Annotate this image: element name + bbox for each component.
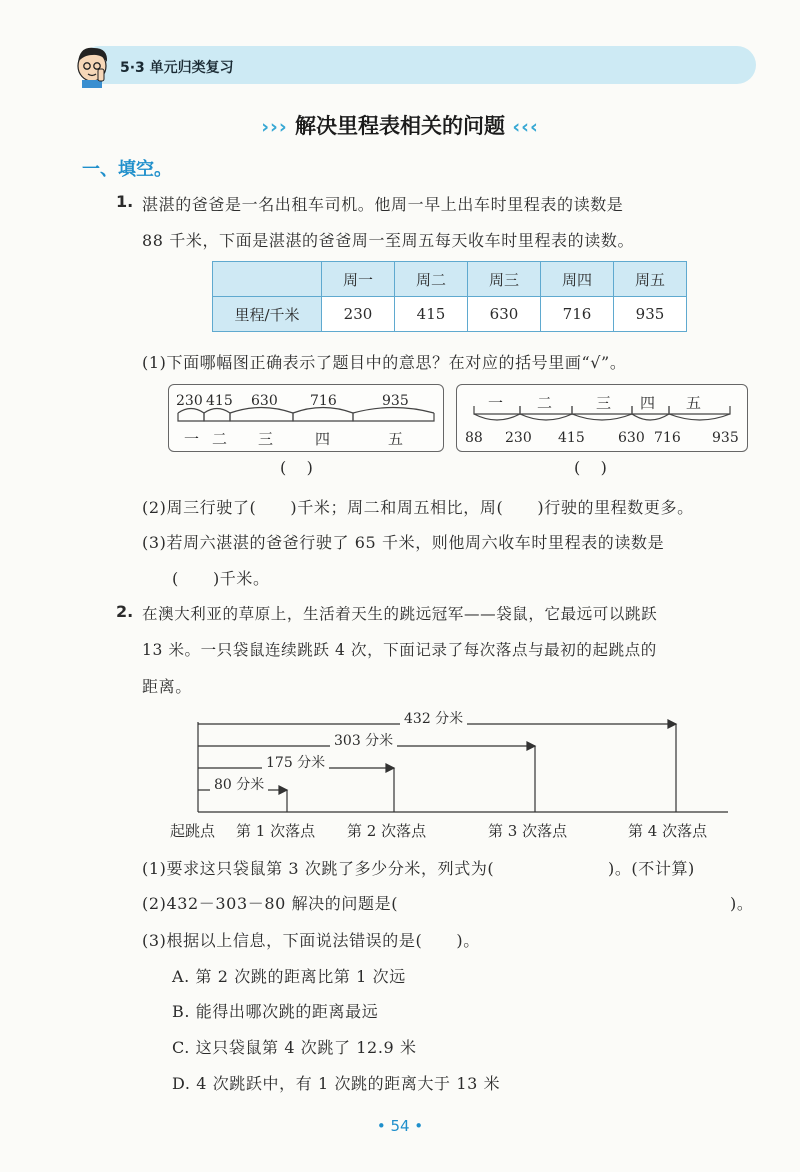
diagram-a-label: 630 <box>251 393 278 409</box>
distance-label: 80 分米 <box>210 774 268 794</box>
point-label: 第 2 次落点 <box>347 822 427 840</box>
q1-sub1: (1)下面哪幅图正确表示了题目中的意思？在对应的括号里画“√”。 <box>142 353 627 372</box>
table-header-cell: 周三 <box>468 262 541 297</box>
title-text: 解决里程表相关的问题 <box>295 114 505 138</box>
diagram-b-label: 五 <box>686 394 702 412</box>
table-cell: 935 <box>614 297 687 332</box>
diagram-b-label: 四 <box>640 394 656 412</box>
diagram-b-label: 935 <box>712 430 739 446</box>
diagram-b-label: 一 <box>488 394 504 412</box>
diagram-b-label: 230 <box>505 430 532 446</box>
option-b[interactable]: B. 能得出哪次跳的距离最远 <box>172 1002 379 1021</box>
section-heading: 一、填空。 <box>82 159 172 180</box>
diagram-a-label: 五 <box>388 430 404 448</box>
q2-sub3: (3)根据以上信息，下面说法错误的是( )。 <box>142 931 480 950</box>
table-cell: 415 <box>395 297 468 332</box>
diagram-b-label: 三 <box>596 394 612 412</box>
banner-title: 5·3 单元归类复习 <box>120 60 234 76</box>
option-c[interactable]: C. 这只袋鼠第 4 次跳了 12.9 米 <box>172 1038 417 1057</box>
q2-sub2: (2)432－303－80 解决的问题是( <box>142 894 399 913</box>
q2-number: 2. <box>116 602 134 621</box>
point-label: 起跳点 <box>170 822 216 840</box>
diagram-a-label: 716 <box>310 393 337 409</box>
table-row <box>213 297 687 332</box>
q1-sub3-line1: (3)若周六湛湛的爸爸行驶了 65 千米，则他周六收车时里程表的读数是 <box>142 533 665 552</box>
diagram-a-answer-blank[interactable]: ( ) <box>280 458 313 477</box>
title-left-decoration: ››› <box>261 116 288 138</box>
student-mascot-icon <box>70 42 114 88</box>
diagram-a-label: 二 <box>212 430 228 448</box>
table-header-cell <box>213 262 322 297</box>
title-right-decoration: ‹‹‹ <box>512 116 539 138</box>
table-header-cell: 周五 <box>614 262 687 297</box>
diagram-b-label: 二 <box>537 394 553 412</box>
table-cell: 630 <box>468 297 541 332</box>
diagram-b-label: 415 <box>558 430 585 446</box>
table-cell: 716 <box>541 297 614 332</box>
diagram-a-label: 415 <box>206 393 233 409</box>
q1-sub2: (2)周三行驶了( )千米；周二和周五相比，周( )行驶的里程数更多。 <box>142 498 694 517</box>
point-label: 第 4 次落点 <box>628 822 708 840</box>
point-label: 第 1 次落点 <box>236 822 316 840</box>
page-title <box>0 110 800 140</box>
distance-label: 432 分米 <box>400 708 467 728</box>
table-header-cell: 周二 <box>395 262 468 297</box>
diagram-a-label: 935 <box>382 393 409 409</box>
diagram-b-label: 630 <box>618 430 645 446</box>
q1-number: 1. <box>116 192 134 211</box>
table-cell: 230 <box>322 297 395 332</box>
q2-text-line2: 13 米。一只袋鼠连续跳跃 4 次，下面记录了每次落点与最初的起跳点的 <box>142 641 657 659</box>
q1-text-line1: 湛湛的爸爸是一名出租车司机。他周一早上出车时里程表的读数是 <box>142 195 624 214</box>
table-header-row <box>213 262 687 297</box>
point-label: 第 3 次落点 <box>488 822 568 840</box>
q2-sub1: (1)要求这只袋鼠第 3 次跳了多少分米，列式为( )。(不计算) <box>142 859 695 878</box>
q1-text-line2: 88 千米，下面是湛湛的爸爸周一至周五每天收车时里程表的读数。 <box>142 231 635 250</box>
q2-text-line3: 距离。 <box>142 677 192 696</box>
diagram-b-label: 716 <box>654 430 681 446</box>
table-row-label: 里程/千米 <box>213 297 322 332</box>
page-number: • 54 • <box>376 1117 424 1135</box>
option-d[interactable]: D. 4 次跳跃中，有 1 次跳的距离大于 13 米 <box>172 1074 501 1093</box>
option-a[interactable]: A. 第 2 次跳的距离比第 1 次远 <box>172 967 406 986</box>
diagram-b-label: 88 <box>465 430 483 446</box>
diagram-a-label: 四 <box>315 430 331 448</box>
table-header-cell: 周四 <box>541 262 614 297</box>
diagram-b-answer-blank[interactable]: ( ) <box>574 458 607 477</box>
distance-label: 303 分米 <box>330 730 397 750</box>
table-header-cell: 周一 <box>322 262 395 297</box>
q2-sub2-end: )。 <box>730 894 754 913</box>
q1-sub3-line2: ( )千米。 <box>172 569 270 588</box>
diagram-a-label: 三 <box>258 430 274 448</box>
q2-text-line1: 在澳大利亚的草原上，生活着天生的跳远冠军——袋鼠，它最远可以跳跃 <box>142 605 658 623</box>
distance-label: 175 分米 <box>262 752 329 772</box>
diagram-a-label: 一 <box>184 430 200 448</box>
diagram-a-label: 230 <box>176 393 203 409</box>
mileage-table <box>212 261 687 332</box>
